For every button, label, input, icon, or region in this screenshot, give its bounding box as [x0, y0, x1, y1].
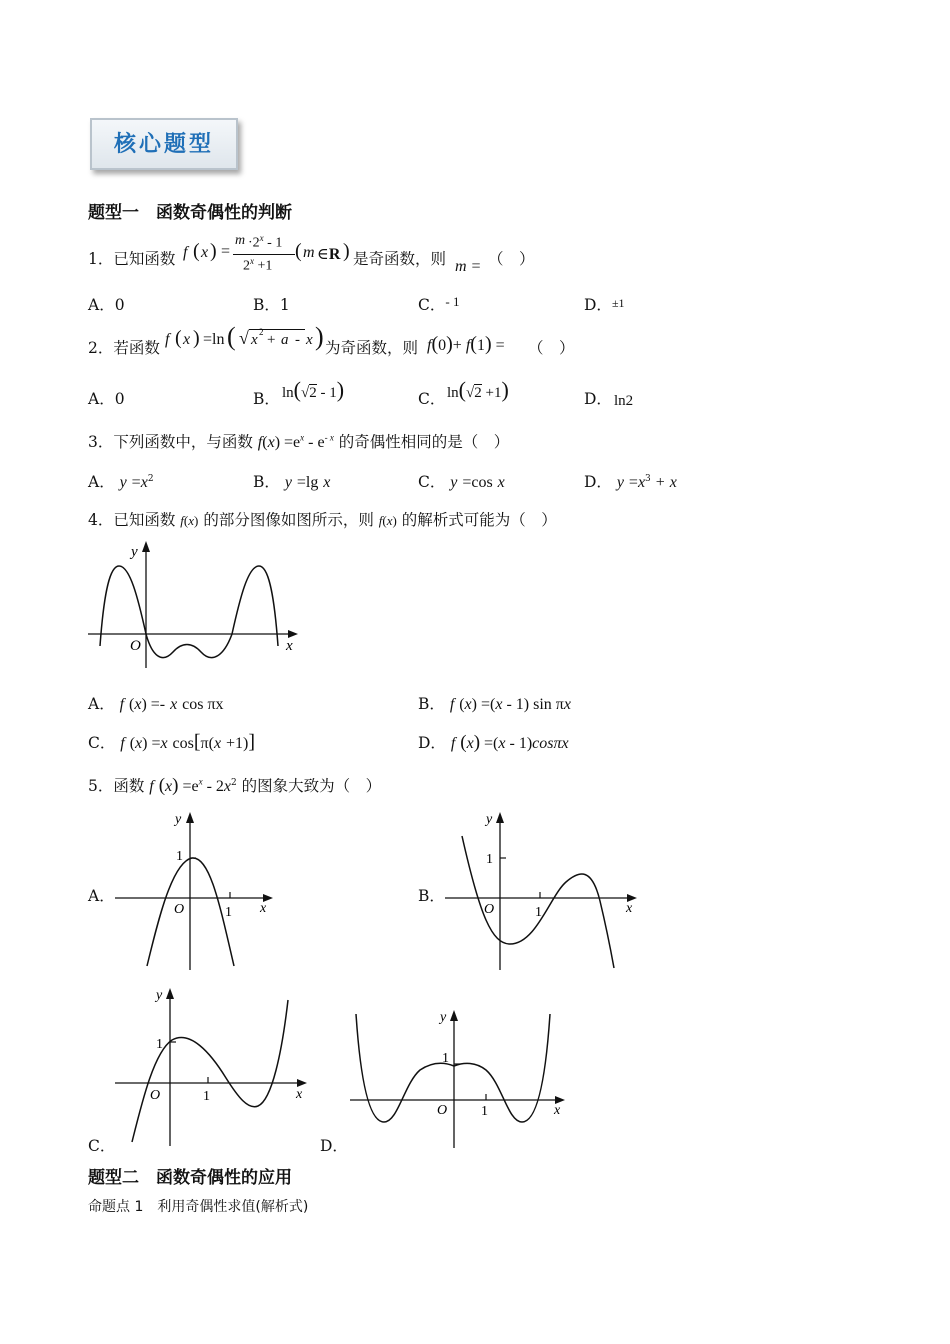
q5-option-c[interactable]: C． [88, 1137, 116, 1155]
svg-text:O: O [174, 902, 185, 917]
q1-option-d[interactable]: D．±1 [584, 296, 625, 314]
x-axis-arrow [288, 630, 298, 638]
question-2-tail: 为奇函数，则 [325, 339, 419, 357]
question-2-stem: 2．若函数 [88, 339, 160, 357]
q5-option-b[interactable]: B． [418, 887, 445, 905]
q2-option-a[interactable]: A．0 [88, 390, 125, 408]
section-heading-2: 题型二 函数奇偶性的应用 [88, 1168, 292, 1188]
svg-text:1: 1 [225, 905, 232, 920]
svg-text:x: x [554, 1103, 561, 1118]
q1-option-a[interactable]: A．0 [88, 296, 125, 314]
svg-text:y: y [156, 988, 163, 1003]
question-2-paren: （ ） [528, 339, 575, 357]
q2-option-b-formula: ln(√2 - 1) [282, 377, 345, 402]
q2-option-c-formula: ln(√2 +1) [447, 377, 509, 402]
question-1-paren: （ ） [488, 250, 535, 268]
question-1-stem: 1．已知函数 [88, 250, 176, 268]
q2-option-c[interactable]: C． [418, 390, 446, 408]
svg-text:1: 1 [156, 1037, 163, 1052]
origin-label: O [130, 638, 141, 654]
x-label: x [286, 638, 293, 654]
svg-text:x: x [296, 1087, 303, 1102]
svg-text:1: 1 [442, 1051, 449, 1066]
svg-text:1: 1 [176, 849, 183, 864]
svg-text:1: 1 [203, 1089, 210, 1104]
q4-option-d[interactable]: D． f (x) =(x - 1)cosπx [418, 732, 569, 753]
q5-option-d[interactable]: D． [320, 1137, 348, 1155]
q2-option-b[interactable]: B． [253, 390, 280, 408]
q4-option-c[interactable]: C． f (x) =x cos[π(x +1)] [88, 731, 256, 753]
svg-text:1: 1 [486, 852, 493, 867]
question-3-stem: 3．下列函数中，与函数 $f(x) =e^x - e^{- x}$ 的奇偶性相同的是（ ） [88, 432, 510, 451]
question-1-var: m = [455, 258, 482, 275]
q4-option-a[interactable]: A． f (x) =- x cos πx [88, 695, 224, 713]
question-1-formula: f ( x ) = m $\cdot 2^x - 1$ $2^x +1$ ( m ∈R ) [183, 233, 350, 274]
q3-option-b[interactable]: B． y =lg x [253, 473, 331, 491]
q4-option-b[interactable]: B． f (x) =(x - 1) sin πx [418, 695, 571, 713]
q2-option-d[interactable]: D． [584, 390, 612, 408]
q2-option-d-formula: ln2 [614, 393, 634, 409]
q5-graph-b [440, 806, 640, 974]
svg-text:O: O [150, 1088, 161, 1103]
question-5-stem: 5．函数 f $(x) =e^x - 2x^2$ 的图象大致为（ ） [88, 775, 382, 796]
q3-option-d[interactable]: D． $y =x^3 + x$ [584, 473, 677, 491]
svg-text:y: y [486, 812, 493, 827]
svg-text:x: x [626, 901, 633, 916]
q3-option-a[interactable]: A． $y =x^2$ [88, 473, 154, 491]
svg-text:y: y [175, 812, 182, 827]
subsection-heading: 命题点 1 利用奇偶性求值(解析式) [88, 1199, 309, 1215]
q5-graph-d [348, 1004, 578, 1150]
section-badge: 核心题型 [90, 118, 238, 170]
question-4-graph [86, 536, 306, 676]
curve [100, 566, 278, 658]
q1-option-b[interactable]: B．1 [253, 296, 290, 314]
svg-text:O: O [437, 1103, 448, 1118]
y-axis-arrow [142, 541, 150, 552]
svg-text:x: x [260, 901, 267, 916]
question-2-sum: f(0)+ f(1) = [427, 333, 505, 355]
question-2-formula: f ( x ) =ln ( √ x 2 + a - x ) [165, 322, 324, 351]
svg-text:1: 1 [481, 1104, 488, 1119]
q5-graph-a [110, 806, 290, 974]
section-heading-1: 题型一 函数奇偶性的判断 [88, 203, 292, 223]
svg-text:O: O [484, 902, 495, 917]
y-label: y [131, 544, 138, 560]
svg-text:y: y [440, 1010, 447, 1025]
question-1-tail: 是奇函数，则 [353, 250, 447, 268]
q5-graph-c [110, 982, 310, 1148]
q1-option-c[interactable]: C．$^{- 1}$ [418, 294, 460, 314]
question-4-stem: 4．已知函数 f(x) 的部分图像如图所示，则 f(x) 的解析式可能为（ ） [88, 511, 557, 529]
svg-text:1: 1 [535, 905, 542, 920]
q3-option-c[interactable]: C． y =cos x [418, 473, 505, 491]
q5-option-a[interactable]: A． [88, 887, 115, 905]
